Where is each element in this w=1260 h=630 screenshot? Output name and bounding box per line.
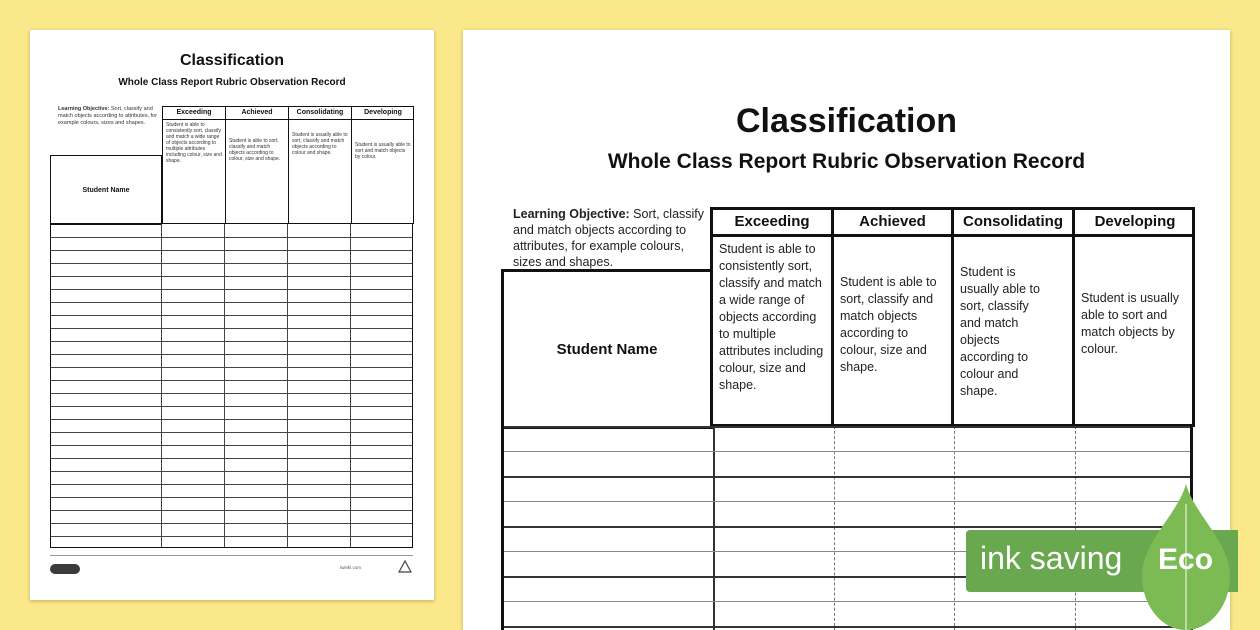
thumbnail-student-row <box>51 250 412 251</box>
col-developing <box>1072 210 1195 424</box>
thumbnail-col-consolidating: Consolidating Student is usually able to sort, classify and match objects according to colour and shape. <box>288 107 351 223</box>
thumbnail-student-row <box>51 367 412 368</box>
thumbnail-objective: Learning Objective: Sort, classify and match objects according to attributes, for example colours, sizes and shapes. <box>58 106 158 126</box>
page-subtitle: Whole Class Report Rubric Observation Record <box>607 150 1086 173</box>
page-title: Classification <box>735 102 958 140</box>
thumbnail-student-row <box>51 315 412 316</box>
eco-label: Eco <box>1158 543 1214 576</box>
thumbnail-col-exceeding: Exceeding Student is able to consistently sort, classify and match a wide range of objects according to multiple attributes including colour, size and shape. <box>162 107 225 223</box>
col-exceeding-description: Student is able to consistently sort, classify and match a wide range of objects according to multiple attributes including colour, size and shape. <box>719 242 824 392</box>
col-achieved-label: Achieved <box>834 210 951 237</box>
thumbnail-student-row <box>51 458 412 459</box>
thumbnail-col-achieved: Achieved Student is able to sort, classify and match objects according to colour, size and shape. <box>225 107 288 223</box>
thumbnail-footer-text: twinkl.com <box>340 565 362 570</box>
thumbnail-col-developing: Developing Student is usually able to sort and match objects by colour. <box>351 107 414 223</box>
thumbnail-student-row <box>51 484 412 485</box>
thumbnail-student-row <box>51 536 412 537</box>
thumbnail-subtitle: Whole Class Report Rubric Observation Record <box>118 77 346 88</box>
thumbnail-student-row <box>51 276 412 277</box>
student-row <box>504 601 1190 602</box>
thumbnail-student-row <box>51 510 412 511</box>
student-row <box>504 626 1190 628</box>
recycle-icon <box>398 560 412 574</box>
thumbnail-student-row <box>51 471 412 472</box>
col-exceeding-label: Exceeding <box>713 210 831 237</box>
col-achieved <box>831 210 951 424</box>
student-row <box>504 451 1190 452</box>
col-achieved-description: Student is able to sort, classify and match objects according to colour, size and shape. <box>840 275 937 374</box>
student-rows <box>501 426 1193 630</box>
thumbnail-student-row <box>51 289 412 290</box>
thumbnail-student-row <box>51 341 412 342</box>
thumbnail-student-row <box>51 263 412 264</box>
student-row <box>504 501 1190 502</box>
student-row <box>504 476 1190 478</box>
thumbnail-student-row <box>51 393 412 394</box>
col-developing-label: Developing <box>1075 210 1195 237</box>
ink-saving-label: ink saving <box>980 540 1123 576</box>
thumbnail-student-row <box>51 445 412 446</box>
thumbnail-student-row <box>51 497 412 498</box>
col-consolidating <box>951 210 1072 424</box>
page-thumbnail <box>30 30 434 600</box>
student-row <box>504 426 1190 428</box>
col-exceeding <box>710 210 831 424</box>
thumbnail-student-rows <box>50 223 413 548</box>
col-developing-description: Student is usually able to sort and match objects by colour. <box>1081 291 1179 356</box>
thumbnail-student-row <box>51 419 412 420</box>
thumbnail-student-row <box>51 406 412 407</box>
student-row <box>504 526 1190 528</box>
thumbnail-student-row <box>51 354 412 355</box>
thumbnail-student-row <box>51 302 412 303</box>
col-consolidating-label: Consolidating <box>954 210 1072 237</box>
learning-objective: Learning Objective: Sort, classify and match objects according to attributes, for example colours, sizes and shapes. <box>513 207 705 269</box>
thumbnail-student-name-header: Student Name <box>50 155 162 225</box>
thumbnail-student-row <box>51 237 412 238</box>
thumbnail-footer-divider <box>50 555 413 556</box>
twinkl-logo-icon <box>50 564 80 574</box>
thumbnail-rubric-header <box>162 106 414 224</box>
thumbnail-student-row <box>51 523 412 524</box>
col-consolidating-description: Student is usually able to sort, classify and match objects according to colour and shape. <box>960 265 1040 398</box>
thumbnail-student-row <box>51 380 412 381</box>
rubric-header <box>710 207 1195 427</box>
thumbnail-student-row <box>51 432 412 433</box>
thumbnail-student-row <box>51 328 412 329</box>
thumbnail-title: Classification <box>179 52 285 69</box>
student-name-header: Student Name <box>501 269 713 429</box>
